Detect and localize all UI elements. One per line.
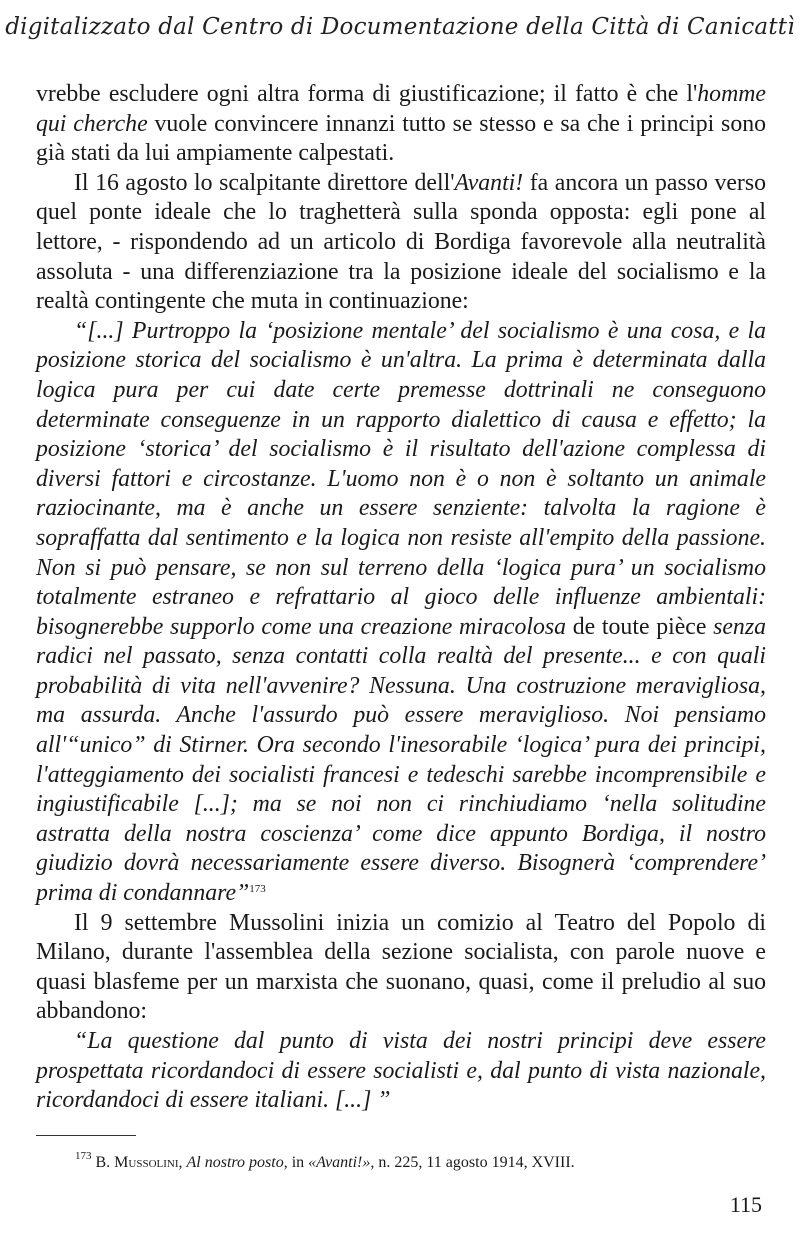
footnote-separator: , in (283, 1154, 309, 1171)
text-run: fa ancora un passo verso quel ponte ideale che lo traghetterà sulla sponda opposta: egli pone al lettore, - rispondendo ad un articolo di Bordiga favorevole alla neutralità assoluta - una differenziazione tra la posizione ideale del socialismo e la realtà contingente che muta in continuazione: (36, 169, 766, 315)
italic-phrase: homme qui cherche (36, 81, 766, 137)
quotation-mussolini-avanti (36, 317, 766, 909)
footnote-separator: , (178, 1154, 187, 1171)
body-text (36, 80, 766, 1116)
footnote-divider (36, 1135, 136, 1136)
text-run: Il 16 agosto lo scalpitante direttore dell' (74, 169, 455, 196)
digitization-watermark: digitalizzato dal Centro di Documentazione della Città di Canicattì (5, 14, 795, 40)
footnote-details: , n. 225, 11 agosto 1914, XVIII. (370, 1154, 575, 1171)
paragraph-continuation (36, 80, 766, 169)
paragraph-comizio: Il 9 settembre Mussolini inizia un comizio al Teatro del Popolo di Milano, durante l'assemblea della sezione socialista, con parole nuove e quasi blasfeme per un marxista che suonano, quasi, come il preludio al suo abbandono: (36, 909, 766, 1025)
footnote-title: Al nostro posto (186, 1154, 284, 1171)
text-run: vrebbe escludere ogni altra forma di giustificazione; il fatto è che l' (36, 81, 698, 107)
footnote-author-initial: B. (91, 1154, 115, 1171)
paragraph-avanti (36, 169, 766, 317)
upright-phrase: de toute pièce (566, 613, 714, 640)
quotation-comizio: “La questione dal punto di vista dei nostri principi deve essere prospettata ricordandoci di essere socialisti e, dal punto di vista nazionale, ricordandoci di essere italiani. [...] ” (36, 1028, 766, 1114)
page-number: 115 (729, 1192, 762, 1217)
footnote-number: 173 (75, 1150, 92, 1162)
italic-phrase: Avanti! (454, 169, 524, 196)
quote-run: “[...] Purtroppo la ‘posizione mentale’ del socialismo è una cosa, e la posizione storica del socialismo è un'altra. La prima è determinata dalla logica pura per cui date certe premesse dottrinali ne conseguono determinate conseguenze in un rapporto dialettico di causa e effetto; la posizione ‘storica’ del socialismo è il risultato dell'azione complessa di diversi fattori e circostanze. L'uomo non è o non è soltanto un animale raziocinante, ma è anche un essere senziente: talvolta la ragione è sopraffatta dal sentimento e la logica non resiste all'empito della passione. Non si può pensare, se non sul terreno della ‘logica pura’ un socialismo totalmente estraneo e refrattario al gioco delle influenze ambientali: bisognerebbe supporlo come una creazione miracolosa (36, 317, 766, 640)
footnote-author: Mussolini (114, 1154, 179, 1171)
footnote-reference: 173 (249, 883, 266, 896)
footnote-journal: «Avanti!» (308, 1154, 371, 1171)
quote-run: senza radici nel passato, senza contatti colla realtà del presente... e con quali probabilità di vita nell'avvenire? Nessuna. Una costruzione meravigliosa, ma assurda. Anche l'assurdo può essere meraviglioso. Noi pensiamo all'“unico” di Stirner. Ora secondo l'inesorabile ‘logica’ pura dei principi, l'atteggiamento dei socialisti francesi e tedeschi sarebbe incomprensibile e ingiustificabile [...]; ma se noi non ci rinchiudiamo ‘nella solitudine astratta della nostra coscienza’ come dice appunto Bordiga, il nostro giudizio dovrà necessariamente essere diverso. Bisognerà ‘comprendere’ prima di condannare” (36, 613, 766, 907)
text-run: vuole convincere innanzi tutto se stesso e sa che i principi sono già stati da lui ampiamente calpestati. (36, 110, 767, 167)
footnote (75, 1150, 775, 1173)
